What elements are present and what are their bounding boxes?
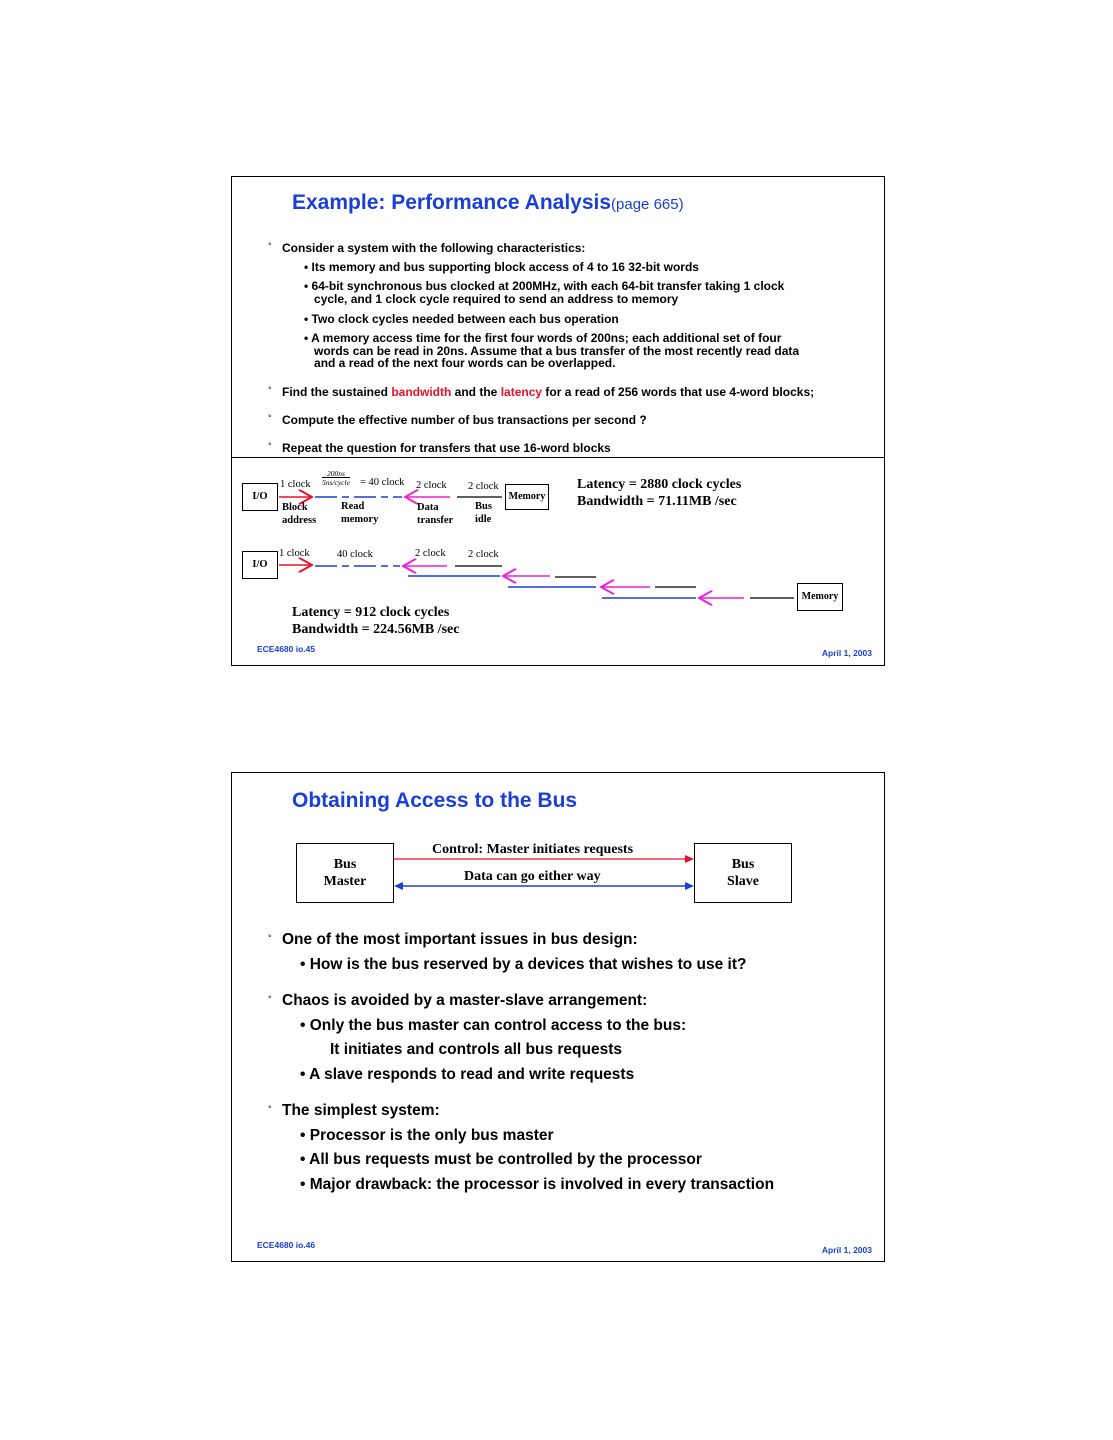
- bullet-marker: °: [268, 994, 272, 1004]
- clock-label: 2 clock: [468, 549, 499, 560]
- label-read-memory: Read memory: [341, 501, 379, 525]
- bullet-text: Consider a system with the following characteristics:: [282, 241, 586, 255]
- clock-label: = 40 clock: [360, 477, 405, 488]
- sub-bullet: • Its memory and bus supporting block access of 4 to 16 32-bit words: [304, 260, 699, 274]
- memory-box: Memory: [505, 484, 549, 510]
- slide-title: Example: Performance Analysis(page 665): [292, 191, 684, 214]
- footer-course: ECE4680 io.46: [257, 1240, 316, 1250]
- io-box: I/O: [242, 551, 278, 579]
- slide-1: [231, 176, 885, 666]
- sub-bullet: • A slave responds to read and write requests: [300, 1066, 635, 1083]
- page-reference: (page 665): [611, 196, 684, 213]
- clock-label: 1 clock: [279, 548, 310, 559]
- bullet-marker: °: [268, 413, 272, 423]
- sub-bullet: • Two clock cycles needed between each bus operation: [304, 312, 619, 326]
- io-box: I/O: [242, 483, 278, 511]
- footer-course: ECE4680 io.45: [257, 644, 316, 654]
- sub-bullet-cont: It initiates and controls all bus requests: [330, 1041, 622, 1058]
- label-block-address: Block address: [282, 502, 317, 526]
- bullet-marker: °: [268, 1104, 272, 1114]
- bullet-marker: °: [268, 933, 272, 943]
- label-data-transfer: Data transfer: [417, 502, 454, 526]
- sub-bullet: • Only the bus master can control access to the bus:: [300, 1017, 687, 1034]
- bullet-text: One of the most important issues in bus design:: [282, 931, 638, 948]
- bullet-marker: °: [268, 385, 272, 395]
- clock-label: 2 clock: [416, 480, 447, 491]
- bullet-marker: °: [268, 241, 272, 251]
- bullet-text: The simplest system:: [282, 1102, 440, 1119]
- sub-bullet: • How is the bus reserved by a devices that wishes to use it?: [300, 956, 747, 973]
- sub-bullet: • A memory access time for the first four words of 200ns; each additional set of four words can be read in 20ns. Assume that a bus transfer of the most recently read data and a read of the next four words can be overlapped.: [304, 331, 800, 370]
- control-label: Control: Master initiates requests: [432, 842, 634, 857]
- slide-title: Obtaining Access to the Bus: [292, 789, 578, 812]
- clock-label: 2 clock: [468, 481, 499, 492]
- bullet-text: Repeat the question for transfers that use 16-word blocks: [282, 441, 611, 455]
- sub-bullet: • Processor is the only bus master: [300, 1127, 554, 1144]
- slide-2: [231, 772, 885, 1262]
- clock-label: 40 clock: [337, 549, 373, 560]
- sub-bullet: • 64-bit synchronous bus clocked at 200MHz, with each 64-bit transfer taking 1 clock cycle, and 1 clock cycle required to send an address to memory: [304, 279, 785, 306]
- bullet-text: Compute the effective number of bus transactions per second ?: [282, 413, 647, 427]
- footer-date: April 1, 2003: [821, 1245, 872, 1255]
- memory-box: Memory: [797, 583, 843, 611]
- label-bus-idle: Bus idle: [475, 501, 492, 525]
- result-2: Latency = 912 clock cycles Bandwidth = 224.56MB /sec: [292, 605, 460, 637]
- footer-date: April 1, 2003: [821, 648, 872, 658]
- bus-slave-box: Bus Slave: [694, 843, 792, 903]
- diagram-2: [279, 565, 794, 598]
- bullet-text: Find the sustained bandwidth and the latency for a read of 256 words that use 4-word blocks;: [282, 385, 815, 399]
- bullet-text: Chaos is avoided by a master-slave arrangement:: [282, 992, 648, 1009]
- bullet-marker: °: [268, 441, 272, 451]
- data-label: Data can go either way: [464, 869, 601, 884]
- timing-diagram-lines: [232, 177, 884, 665]
- sub-bullet: • All bus requests must be controlled by the processor: [300, 1151, 702, 1168]
- sub-bullet: • Major drawback: the processor is involved in every transaction: [300, 1176, 775, 1193]
- clock-label: 1 clock: [280, 479, 311, 490]
- clock-label: 2 clock: [415, 548, 446, 559]
- bus-master-box: Bus Master: [296, 843, 394, 903]
- result-1: Latency = 2880 clock cycles Bandwidth = 71.11MB /sec: [577, 477, 742, 509]
- fraction: 200ns 5ns/cycle: [322, 469, 350, 487]
